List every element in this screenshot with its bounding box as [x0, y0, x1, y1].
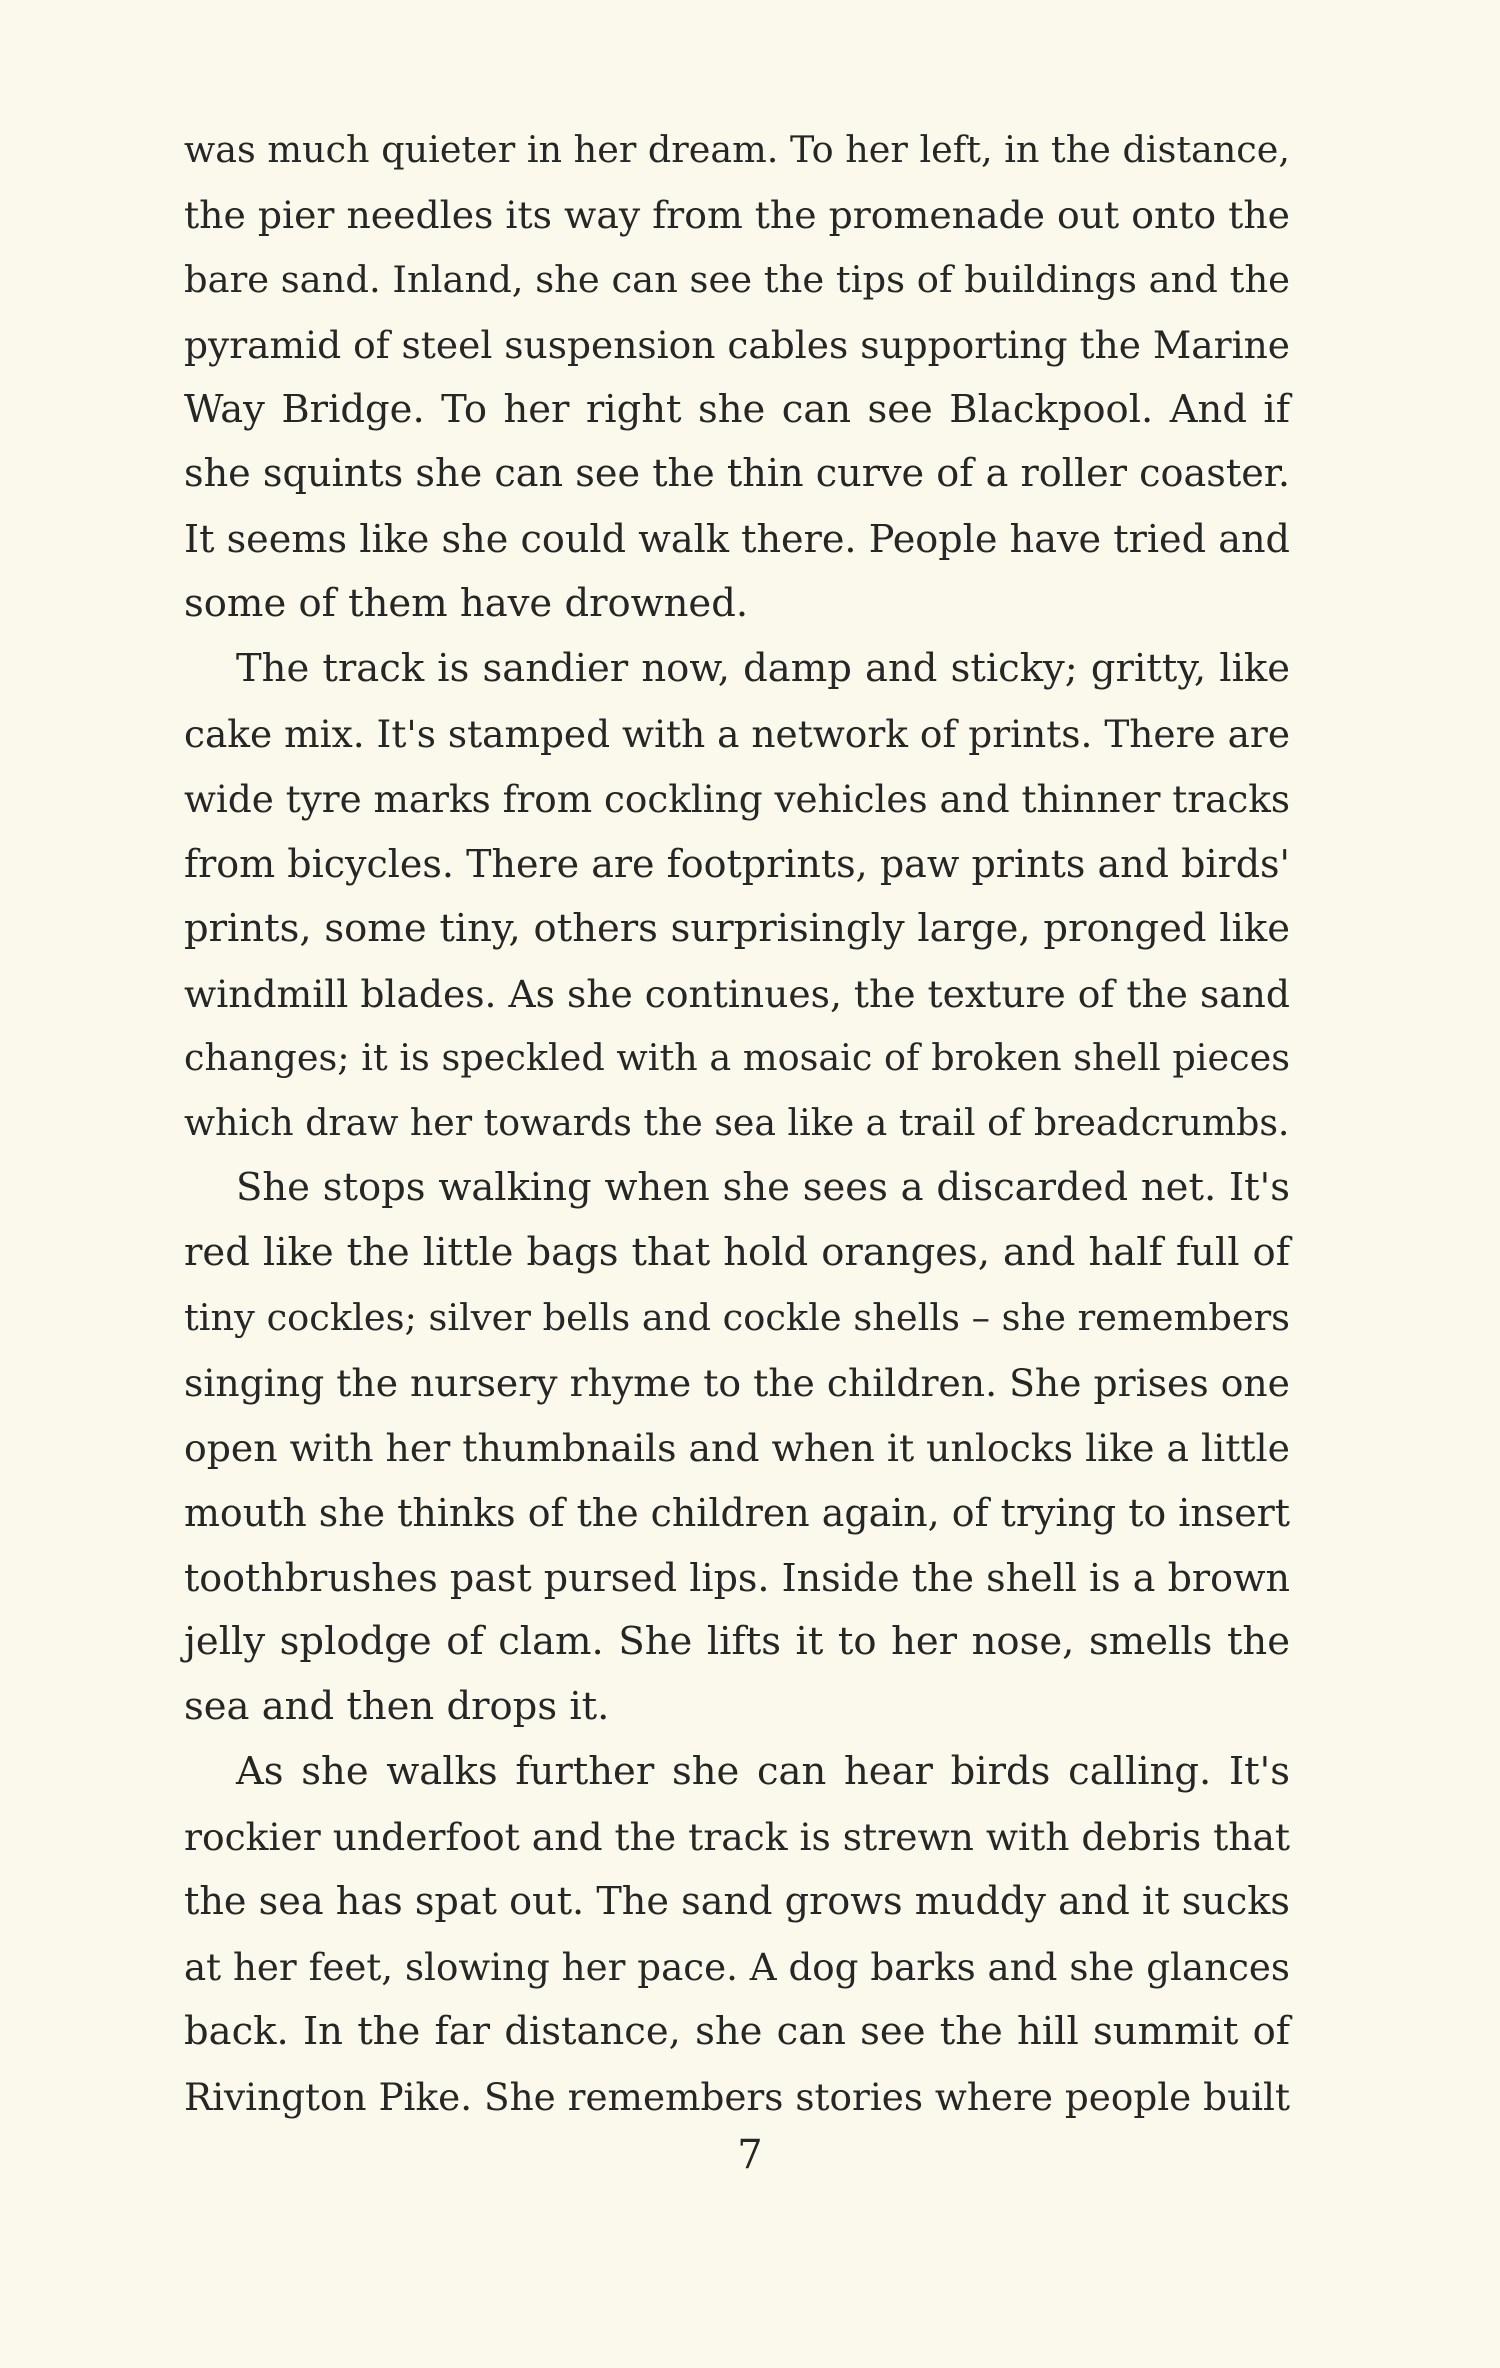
text-line: She stops walking when she sees a discarded net. It's — [236, 1165, 1290, 1211]
text-line: It seems like she could walk there. People have tried and — [184, 517, 1290, 562]
text-line: she squints she can see the thin curve of a roller coaster. — [184, 452, 1290, 497]
text-line: mouth she thinks of the children again, of trying to insert — [184, 1490, 1290, 1535]
text-line: back. In the far distance, she can see the hill summit of — [184, 2008, 1290, 2054]
text-line: jelly splodge of clam. She lifts it to her nose, smells the — [184, 1619, 1290, 1665]
text-line: wide tyre marks from cockling vehicles and thinner tracks — [184, 776, 1290, 821]
text-line: Rivington Pike. She remembers stories where people built — [184, 2074, 1290, 2119]
text-line: changes; it is speckled with a mosaic of broken shell pieces — [184, 1036, 1290, 1080]
text-line: which draw her towards the sea like a trail of breadcrumbs. — [184, 1101, 1290, 1145]
text-line: As she walks further she can hear birds calling. It's — [236, 1749, 1290, 1795]
text-line: the sea has spat out. The sand grows muddy and it sucks — [184, 1880, 1290, 1925]
body-text — [184, 118, 1290, 2130]
text-line: some of them have drowned. — [184, 581, 749, 627]
text-line: at her feet, slowing her pace. A dog barks and she glances — [184, 1944, 1290, 1989]
page-number: 7 — [737, 2132, 763, 2178]
text-line: prints, some tiny, others surprisingly large, pronged like — [184, 905, 1290, 951]
text-line: rockier underfoot and the track is strewn with debris that — [184, 1815, 1290, 1860]
text-line: was much quieter in her dream. To her left, in the distance, — [184, 128, 1290, 171]
text-line: tiny cockles; silver bells and cockle shells – she remembers — [184, 1296, 1290, 1340]
text-line: red like the little bags that hold oranges, and half full of — [184, 1230, 1290, 1276]
text-line: toothbrushes past pursed lips. Inside the shell is a brown — [184, 1555, 1290, 1600]
text-line: The track is sandier now, damp and sticky; gritty, like — [236, 646, 1290, 692]
text-line: sea and then drops it. — [184, 1684, 610, 1730]
text-line: from bicycles. There are footprints, paw prints and birds' — [184, 841, 1290, 886]
text-line: pyramid of steel suspension cables supporting the Marine — [184, 322, 1290, 367]
text-line: cake mix. It's stamped with a network of prints. There are — [184, 712, 1290, 757]
text-line: open with her thumbnails and when it unlocks like a little — [184, 1425, 1290, 1470]
text-line: Way Bridge. To her right she can see Blackpool. And if — [184, 386, 1290, 432]
text-line: singing the nursery rhyme to the children. She prises one — [184, 1360, 1290, 1405]
text-line: windmill blades. As she continues, the texture of the sand — [184, 971, 1290, 1016]
text-line: the pier needles its way from the promenade out onto the — [184, 192, 1290, 237]
text-line: bare sand. Inland, she can see the tips of buildings and the — [184, 257, 1290, 301]
